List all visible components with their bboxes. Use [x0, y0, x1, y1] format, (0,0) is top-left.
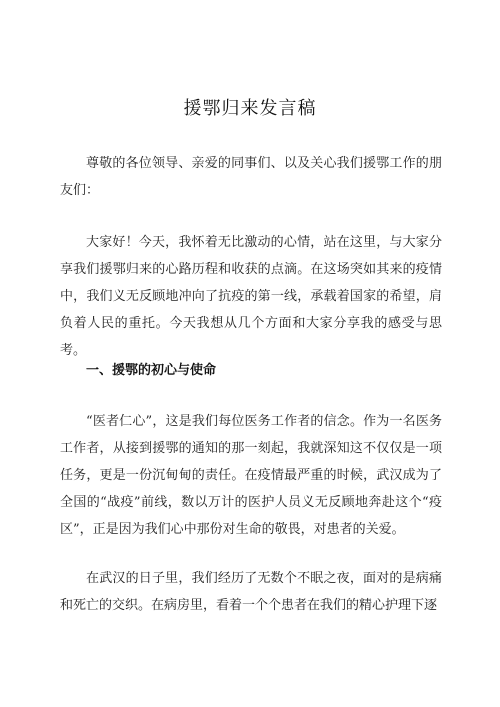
greeting-paragraph: 尊敬的各位领导、亲爱的同事们、以及关心我们援鄂工作的朋友们： [60, 156, 442, 198]
intro-paragraph: 大家好！今天，我怀着无比激动的心情，站在这里，与大家分享我们援鄂归来的心路历程和收获的点滴。在这场突如其来的疫情中，我们义无反顾地冲向了抗疫的第一线，承载着国家的希望，肩负着人民的重托。今天我想从几个方面和大家分享我的感受与思考。 [60, 235, 442, 358]
section-paragraph: “医者仁心”，这是我们每位医务工作者的信念。作为一名医务工作者，从接到援鄂的通知的那一刻起，我就深知这不仅仅是一项任务，更是一份沉甸甸的责任。在疫情最严重的时候，武汉成为了全国的“战疫”前线，数以万计的医护人员义无反顾地奔赴这个“疫区”，正是因为我们心中那份对生命的敬畏，对患者的关爱。 [60, 414, 442, 537]
section-paragraph: 在武汉的日子里，我们经历了无数个不眠之夜，面对的是病痛和死亡的交织。在病房里，看着一个个患者在我们的精心护理下逐 [60, 571, 442, 613]
document-title: 援鄂归来发言稿 [183, 98, 317, 119]
section-heading: 一、援鄂的初心与使命 [86, 363, 217, 378]
